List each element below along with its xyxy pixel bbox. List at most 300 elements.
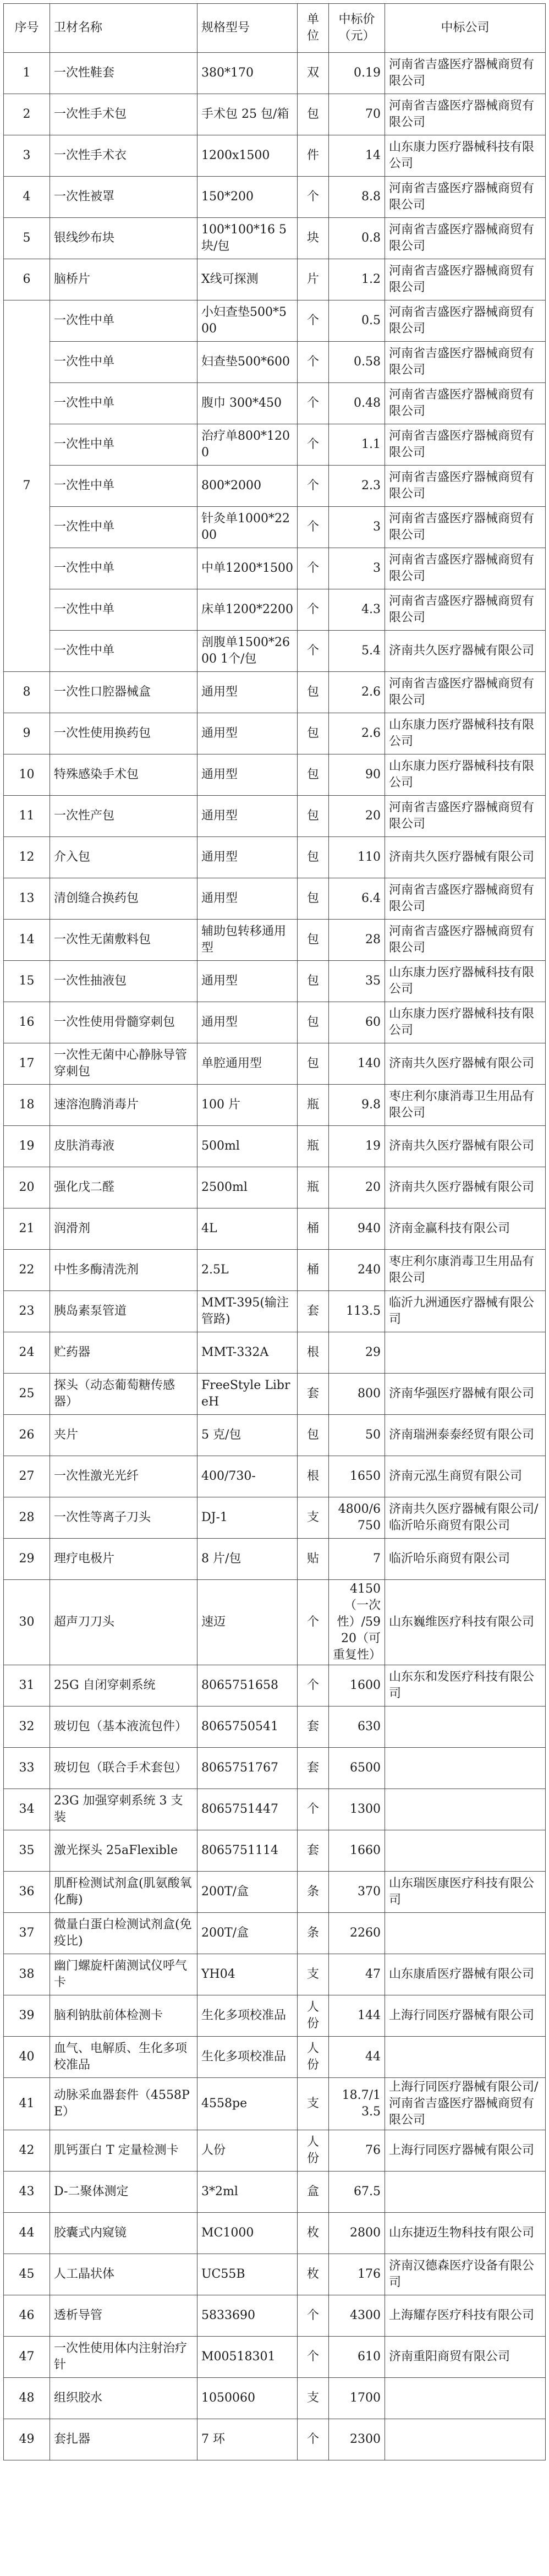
cell-spec: 8065751658	[197, 1665, 298, 1707]
cell-no: 33	[4, 1748, 50, 1789]
cell-price: 140	[329, 1043, 385, 1085]
cell-company: 济南华强医疗器械有限公司	[385, 1374, 546, 1415]
table-row	[4, 1497, 546, 1539]
cell-name: 一次性使用换药包	[50, 713, 197, 754]
cell-company: 河南省吉盛医疗器械商贸有限公司	[385, 53, 546, 94]
cell-name: 一次性中单	[50, 424, 197, 466]
cell-spec: 8065751114	[197, 1830, 298, 1872]
cell-spec: 2500ml	[197, 1167, 298, 1208]
cell-unit: 支	[298, 1954, 329, 1995]
cell-company: 济南共久医疗器械有限公司	[385, 1126, 546, 1167]
cell-name: 玻切包（联合手术套包）	[50, 1748, 197, 1789]
cell-name: 清创缝合换药包	[50, 878, 197, 920]
cell-company: 临沂哈乐商贸有限公司	[385, 1539, 546, 1580]
cell-no: 29	[4, 1539, 50, 1580]
cell-price: 4300	[329, 2295, 385, 2337]
cell-spec: 小妇查垫500*500	[197, 300, 298, 342]
cell-spec: 治疗单800*1200	[197, 424, 298, 466]
cell-no: 30	[4, 1580, 50, 1665]
cell-name: 夹片	[50, 1415, 197, 1456]
table-row	[4, 754, 546, 796]
cell-no: 28	[4, 1497, 50, 1539]
table-row	[4, 1415, 546, 1456]
cell-spec: 4558pe	[197, 2078, 298, 2130]
header-no: 序号	[4, 4, 50, 53]
cell-company	[385, 1332, 546, 1374]
cell-company: 济南汉德森医疗设备有限公司	[385, 2254, 546, 2295]
cell-unit: 支	[298, 2078, 329, 2130]
cell-price: 0.58	[329, 342, 385, 383]
cell-unit: 瓶	[298, 1167, 329, 1208]
cell-name: 一次性中单	[50, 466, 197, 507]
table-row	[4, 2254, 546, 2295]
cell-no: 36	[4, 1872, 50, 1913]
cell-name: 幽门螺旋杆菌测试仪呼气卡	[50, 1954, 197, 1995]
cell-name: 肌钙蛋白 T 定量检测卡	[50, 2130, 197, 2172]
table-row	[4, 1580, 546, 1665]
cell-spec: 速迈	[197, 1580, 298, 1665]
cell-unit: 根	[298, 1332, 329, 1374]
cell-price: 60	[329, 1002, 385, 1043]
cell-unit: 桶	[298, 1250, 329, 1291]
cell-no: 16	[4, 1002, 50, 1043]
cell-unit: 支	[298, 2378, 329, 2419]
cell-spec: 5 克/包	[197, 1415, 298, 1456]
cell-name: 人工晶状体	[50, 2254, 197, 2295]
cell-spec: 400/730-	[197, 1456, 298, 1497]
cell-price: 9.8	[329, 1085, 385, 1126]
table-row	[4, 2213, 546, 2254]
cell-company: 河南省吉盛医疗器械商贸有限公司	[385, 589, 546, 631]
cell-spec: 通用型	[197, 713, 298, 754]
table-row	[4, 177, 546, 218]
cell-no: 26	[4, 1415, 50, 1456]
cell-company: 河南省吉盛医疗器械商贸有限公司	[385, 878, 546, 920]
table-row	[4, 1539, 546, 1580]
cell-company: 河南省吉盛医疗器械商贸有限公司	[385, 259, 546, 300]
cell-no: 34	[4, 1789, 50, 1830]
cell-spec: 通用型	[197, 1002, 298, 1043]
cell-name: 一次性手术包	[50, 94, 197, 135]
cell-name: 中性多酶清洗剂	[50, 1250, 197, 1291]
cell-name: 一次性使用骨髓穿刺包	[50, 1002, 197, 1043]
cell-company	[385, 1830, 546, 1872]
cell-name: 一次性使用体内注射治疗针	[50, 2337, 197, 2378]
cell-name: 一次性等离子刀头	[50, 1497, 197, 1539]
cell-price: 800	[329, 1374, 385, 1415]
table-row	[4, 1748, 546, 1789]
cell-company: 山东瑞医康医疗科技有限公司	[385, 1872, 546, 1913]
cell-unit: 瓶	[298, 1085, 329, 1126]
cell-price: 0.5	[329, 300, 385, 342]
cell-company: 河南省吉盛医疗器械商贸有限公司	[385, 94, 546, 135]
table-row	[4, 259, 546, 300]
cell-price: 7	[329, 1539, 385, 1580]
cell-spec: 8 片/包	[197, 1539, 298, 1580]
table-row	[4, 135, 546, 177]
cell-spec: 100*100*16 5块/包	[197, 218, 298, 259]
cell-company	[385, 2172, 546, 2213]
table-row	[4, 1995, 546, 2037]
cell-no: 21	[4, 1208, 50, 1250]
cell-price: 67.5	[329, 2172, 385, 2213]
cell-price: 176	[329, 2254, 385, 2295]
cell-company: 山东巍维医疗科技有限公司	[385, 1580, 546, 1665]
cell-name: 23G 加强穿刺系统 3 支装	[50, 1789, 197, 1830]
header-name: 卫材名称	[50, 4, 197, 53]
cell-company	[385, 1748, 546, 1789]
cell-no: 44	[4, 2213, 50, 2254]
cell-no: 25	[4, 1374, 50, 1415]
cell-name: 一次性产包	[50, 796, 197, 837]
cell-price: 370	[329, 1872, 385, 1913]
cell-name: 一次性手术衣	[50, 135, 197, 177]
cell-spec: 通用型	[197, 672, 298, 713]
cell-company: 山东康力医疗器械科技有限公司	[385, 754, 546, 796]
cell-price: 1.2	[329, 259, 385, 300]
cell-unit: 条	[298, 1913, 329, 1954]
cell-price: 2800	[329, 2213, 385, 2254]
cell-price: 940	[329, 1208, 385, 1250]
cell-spec: 妇查垫500*600	[197, 342, 298, 383]
cell-price: 19	[329, 1126, 385, 1167]
cell-company: 济南元泓生商贸有限公司	[385, 1456, 546, 1497]
cell-company	[385, 2378, 546, 2419]
cell-no: 11	[4, 796, 50, 837]
cell-name: 肌酐检测试剂盒(肌氨酸氧化酶)	[50, 1872, 197, 1913]
cell-spec: 200T/盒	[197, 1913, 298, 1954]
cell-price: 50	[329, 1415, 385, 1456]
cell-price: 110	[329, 837, 385, 878]
table-row	[4, 1456, 546, 1497]
table-row	[4, 1707, 546, 1748]
cell-no: 19	[4, 1126, 50, 1167]
cell-spec: DJ-1	[197, 1497, 298, 1539]
cell-spec: 7 环	[197, 2419, 298, 2460]
cell-no: 46	[4, 2295, 50, 2337]
cell-no: 23	[4, 1291, 50, 1332]
cell-unit: 个	[298, 177, 329, 218]
cell-spec: 通用型	[197, 878, 298, 920]
cell-price: 4150（一次性）/5920（可重复性）	[329, 1580, 385, 1665]
cell-unit: 套	[298, 1830, 329, 1872]
cell-no: 18	[4, 1085, 50, 1126]
table-row	[4, 1872, 546, 1913]
cell-name: 一次性中单	[50, 548, 197, 589]
cell-price: 1.1	[329, 424, 385, 466]
cell-unit: 片	[298, 259, 329, 300]
cell-spec: 1050060	[197, 2378, 298, 2419]
cell-no: 9	[4, 713, 50, 754]
cell-spec: UC55B	[197, 2254, 298, 2295]
cell-unit: 贴	[298, 1539, 329, 1580]
cell-unit: 根	[298, 1456, 329, 1497]
cell-unit: 包	[298, 837, 329, 878]
cell-company: 山东康力医疗器械科技有限公司	[385, 1002, 546, 1043]
cell-price: 14	[329, 135, 385, 177]
cell-spec: 通用型	[197, 796, 298, 837]
cell-price: 47	[329, 1954, 385, 1995]
cell-price: 2.6	[329, 672, 385, 713]
cell-unit: 包	[298, 878, 329, 920]
table-row	[4, 2419, 546, 2460]
cell-spec: MMT-395(输注管路)	[197, 1291, 298, 1332]
cell-no: 42	[4, 2130, 50, 2172]
cell-no: 12	[4, 837, 50, 878]
cell-company: 枣庄利尔康消毒卫生用品有限公司	[385, 1250, 546, 1291]
cell-price: 90	[329, 754, 385, 796]
cell-spec: FreeStyle LibreH	[197, 1374, 298, 1415]
cell-name: 一次性中单	[50, 383, 197, 424]
cell-no: 20	[4, 1167, 50, 1208]
cell-name: 一次性中单	[50, 300, 197, 342]
cell-price: 1660	[329, 1830, 385, 1872]
cell-spec: 剖腹单1500*2600 1个/包	[197, 631, 298, 672]
cell-name: 组织胶水	[50, 2378, 197, 2419]
table-row	[4, 2295, 546, 2337]
cell-spec: 2.5L	[197, 1250, 298, 1291]
cell-unit: 个	[298, 1789, 329, 1830]
cell-spec: M00518301	[197, 2337, 298, 2378]
cell-unit: 个	[298, 383, 329, 424]
cell-unit: 包	[298, 94, 329, 135]
procurement-table	[3, 3, 546, 2460]
cell-company	[385, 1707, 546, 1748]
table-row	[4, 589, 546, 631]
table-row	[4, 300, 546, 342]
cell-price: 28	[329, 920, 385, 961]
cell-no: 1	[4, 53, 50, 94]
cell-no: 3	[4, 135, 50, 177]
cell-price: 35	[329, 961, 385, 1002]
cell-company: 山东康力医疗器械科技有限公司	[385, 961, 546, 1002]
cell-name: 一次性中单	[50, 631, 197, 672]
cell-no: 17	[4, 1043, 50, 1085]
cell-name: 一次性中单	[50, 342, 197, 383]
cell-price: 8.8	[329, 177, 385, 218]
cell-spec: 中单1200*1500	[197, 548, 298, 589]
header-unit: 单位	[298, 4, 329, 53]
cell-company: 枣庄利尔康消毒卫生用品有限公司	[385, 1085, 546, 1126]
cell-name: 一次性被罩	[50, 177, 197, 218]
cell-unit: 个	[298, 589, 329, 631]
table-row	[4, 961, 546, 1002]
cell-name: 探头（动态葡萄糖传感器）	[50, 1374, 197, 1415]
cell-no: 31	[4, 1665, 50, 1707]
cell-spec: 4L	[197, 1208, 298, 1250]
table-row	[4, 1789, 546, 1830]
table-row	[4, 672, 546, 713]
cell-company: 河南省吉盛医疗器械商贸有限公司	[385, 920, 546, 961]
table-row	[4, 507, 546, 548]
cell-no: 2	[4, 94, 50, 135]
table-row	[4, 1126, 546, 1167]
table-row	[4, 466, 546, 507]
header-price: 中标价（元）	[329, 4, 385, 53]
table-row	[4, 2172, 546, 2213]
cell-spec: YH04	[197, 1954, 298, 1995]
table-row	[4, 1332, 546, 1374]
cell-company: 河南省吉盛医疗器械商贸有限公司	[385, 300, 546, 342]
cell-name: 贮药器	[50, 1332, 197, 1374]
cell-company: 济南瑞洲泰泰经贸有限公司	[385, 1415, 546, 1456]
cell-unit: 个	[298, 2337, 329, 2378]
cell-name: 强化戊二醛	[50, 1167, 197, 1208]
cell-unit: 个	[298, 1580, 329, 1665]
cell-no: 38	[4, 1954, 50, 1995]
cell-no: 47	[4, 2337, 50, 2378]
cell-unit: 条	[298, 1872, 329, 1913]
cell-unit: 个	[298, 1665, 329, 1707]
cell-company: 上海行同医疗器械有限公司	[385, 1995, 546, 2037]
cell-spec: 100 片	[197, 1085, 298, 1126]
cell-price: 2260	[329, 1913, 385, 1954]
table-row	[4, 53, 546, 94]
cell-no: 39	[4, 1995, 50, 2037]
cell-unit: 套	[298, 1707, 329, 1748]
table-row	[4, 1665, 546, 1707]
cell-name: 25G 自闭穿刺系统	[50, 1665, 197, 1707]
cell-spec: 通用型	[197, 837, 298, 878]
cell-unit: 个	[298, 2419, 329, 2460]
table-row	[4, 1085, 546, 1126]
cell-unit: 人份	[298, 2130, 329, 2172]
cell-spec: 380*170	[197, 53, 298, 94]
cell-no: 35	[4, 1830, 50, 1872]
table-row	[4, 1374, 546, 1415]
table-row	[4, 342, 546, 383]
cell-spec: 腹巾 300*450	[197, 383, 298, 424]
cell-price: 2300	[329, 2419, 385, 2460]
cell-unit: 个	[298, 424, 329, 466]
cell-unit: 包	[298, 754, 329, 796]
cell-unit: 包	[298, 713, 329, 754]
cell-name: 玻切包（基本液流包件）	[50, 1707, 197, 1748]
cell-price: 144	[329, 1995, 385, 2037]
table-row	[4, 2378, 546, 2419]
cell-price: 2.6	[329, 713, 385, 754]
cell-spec: 8065751767	[197, 1748, 298, 1789]
cell-unit: 包	[298, 961, 329, 1002]
cell-name: 特殊感染手术包	[50, 754, 197, 796]
header-company: 中标公司	[385, 4, 546, 53]
cell-price: 1700	[329, 2378, 385, 2419]
cell-no: 7	[4, 300, 50, 672]
cell-unit: 个	[298, 631, 329, 672]
cell-price: 1650	[329, 1456, 385, 1497]
cell-name: D-二聚体测定	[50, 2172, 197, 2213]
table-row	[4, 1208, 546, 1250]
cell-company: 河南省吉盛医疗器械商贸有限公司	[385, 507, 546, 548]
cell-company: 济南共久医疗器械有限公司/临沂哈乐商贸有限公司	[385, 1497, 546, 1539]
cell-price: 76	[329, 2130, 385, 2172]
cell-company: 山东东和发医疗科技有限公司	[385, 1665, 546, 1707]
cell-name: 一次性无菌中心静脉导管穿刺包	[50, 1043, 197, 1085]
cell-unit: 枚	[298, 2254, 329, 2295]
table-row	[4, 1291, 546, 1332]
cell-price: 18.7/13.5	[329, 2078, 385, 2130]
cell-no: 43	[4, 2172, 50, 2213]
cell-unit: 人份	[298, 2037, 329, 2078]
cell-unit: 包	[298, 1002, 329, 1043]
cell-price: 2.3	[329, 466, 385, 507]
table-row	[4, 1043, 546, 1085]
cell-unit: 个	[298, 466, 329, 507]
cell-company: 济南共久医疗器械有限公司	[385, 1167, 546, 1208]
cell-price: 4800/6750	[329, 1497, 385, 1539]
cell-unit: 人份	[298, 1995, 329, 2037]
cell-spec: 800*2000	[197, 466, 298, 507]
header-row	[4, 4, 546, 53]
cell-company	[385, 1913, 546, 1954]
cell-company: 河南省吉盛医疗器械商贸有限公司	[385, 342, 546, 383]
table-row	[4, 713, 546, 754]
cell-spec: 8065751447	[197, 1789, 298, 1830]
table-row	[4, 218, 546, 259]
cell-unit: 套	[298, 1374, 329, 1415]
cell-spec: 通用型	[197, 961, 298, 1002]
cell-price: 0.19	[329, 53, 385, 94]
cell-name: 银线纱布块	[50, 218, 197, 259]
cell-price: 6500	[329, 1748, 385, 1789]
cell-spec: 8065750541	[197, 1707, 298, 1748]
cell-no: 15	[4, 961, 50, 1002]
cell-price: 1300	[329, 1789, 385, 1830]
cell-unit: 包	[298, 920, 329, 961]
cell-no: 48	[4, 2378, 50, 2419]
cell-unit: 个	[298, 507, 329, 548]
cell-no: 10	[4, 754, 50, 796]
cell-name: 动脉采血器套件（4558PE）	[50, 2078, 197, 2130]
cell-company: 河南省吉盛医疗器械商贸有限公司	[385, 466, 546, 507]
cell-name: 介入包	[50, 837, 197, 878]
cell-unit: 件	[298, 135, 329, 177]
cell-no: 6	[4, 259, 50, 300]
cell-unit: 桶	[298, 1208, 329, 1250]
cell-price: 610	[329, 2337, 385, 2378]
cell-name: 脑桥片	[50, 259, 197, 300]
cell-spec: 5833690	[197, 2295, 298, 2337]
cell-company: 上海耀存医疗科技有限公司	[385, 2295, 546, 2337]
cell-name: 皮肤消毒液	[50, 1126, 197, 1167]
cell-company	[385, 1789, 546, 1830]
cell-unit: 支	[298, 1497, 329, 1539]
table-row	[4, 383, 546, 424]
cell-name: 激光探头 25aFlexible	[50, 1830, 197, 1872]
cell-company: 河南省吉盛医疗器械商贸有限公司	[385, 177, 546, 218]
cell-unit: 个	[298, 548, 329, 589]
cell-no: 24	[4, 1332, 50, 1374]
cell-unit: 个	[298, 2295, 329, 2337]
cell-name: 脑利钠肽前体检测卡	[50, 1995, 197, 2037]
cell-company	[385, 2419, 546, 2460]
cell-price: 29	[329, 1332, 385, 1374]
cell-no: 13	[4, 878, 50, 920]
cell-price: 0.48	[329, 383, 385, 424]
cell-spec: MMT-332A	[197, 1332, 298, 1374]
table-row	[4, 878, 546, 920]
cell-name: 胰岛素泵管道	[50, 1291, 197, 1332]
cell-name: 血气、电解质、生化多项校准品	[50, 2037, 197, 2078]
cell-no: 22	[4, 1250, 50, 1291]
table-row	[4, 1002, 546, 1043]
cell-unit: 包	[298, 796, 329, 837]
cell-price: 4.3	[329, 589, 385, 631]
cell-company: 山东康力医疗器械科技有限公司	[385, 713, 546, 754]
cell-no: 8	[4, 672, 50, 713]
cell-no: 45	[4, 2254, 50, 2295]
cell-spec: 辅助包转移通用型	[197, 920, 298, 961]
